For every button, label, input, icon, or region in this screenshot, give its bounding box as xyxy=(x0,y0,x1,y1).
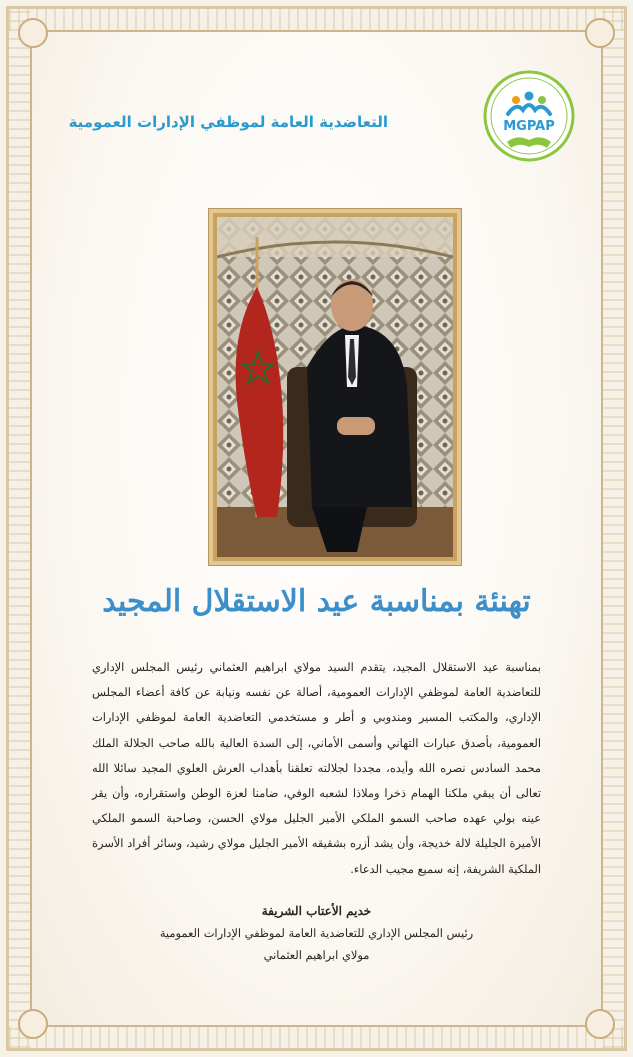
mgpap-logo xyxy=(483,70,575,162)
corner-ornament-icon xyxy=(18,1009,48,1039)
signature-title: خديم الأعتاب الشريفة xyxy=(261,904,372,918)
greeting-headline: تهنئة بمناسبة عيد الاستقلال المجيد xyxy=(102,584,531,619)
message-paragraph: بمناسبة عيد الاستقلال المجيد، يتقدم السيد مولاي ابراهيم العثماني رئيس المجلس الإداري للتعاضدية العامة لموظفي الإدارات العمومية، أصالة عن نفسه ونيابة عن كافة أعضاء المجلس الإداري، والمكتب المسير ومندوبي و أطر و مستخدمي التعاضدية العامة لموظفي الإدارات العمومية، بأصدق عبارات التهاني وأسمى الأماني، إلى السدة العالية بالله صاحب الجلالة الملك محمد السادس نصره الله وأيده، مجددا لجلالته تعلقنا بأهداب العرش العلوي المجيد سائلا الله تعالى أن يبقي ملكنا الهمام ذخرا وملاذا لشعبه الوفي، ضامنا لعزة الوطن واستقراره، وأن يقر عينه بولي عهده صاحب السمو الملكي الأمير الجليل مولاي الحسن، وصاحبة السمو الملكي الأميرة الجليلة لالة خديجة، وأن يشد أزره بشقيقه الأمير الجليل مولاي رشيد، وسائر أفراد الأسرة الملكية الشريفة، إنه سميع مجيب الدعاء. xyxy=(92,660,541,876)
corner-ornament-icon xyxy=(585,18,615,48)
svg-text:Mutuelle Générale du Personnel xyxy=(483,70,485,72)
royal-portrait-icon xyxy=(217,217,453,557)
signature-block xyxy=(92,900,541,966)
people-hands-logo-icon xyxy=(483,70,575,162)
logo-arc-text xyxy=(483,70,485,72)
corner-ornament-icon xyxy=(585,1009,615,1039)
signature-role: رئيس المجلس الإداري للتعاضدية العامة لموظفي الإدارات العمومية xyxy=(159,926,474,940)
portrait-image xyxy=(209,209,461,565)
organization-name: التعاضدية العامة لموظفي الإدارات العمومية xyxy=(68,113,388,131)
logo-acronym: MGPAP xyxy=(503,119,555,134)
corner-ornament-icon xyxy=(18,18,48,48)
signature-name: مولاي ابراهيم العثماني xyxy=(263,948,370,962)
